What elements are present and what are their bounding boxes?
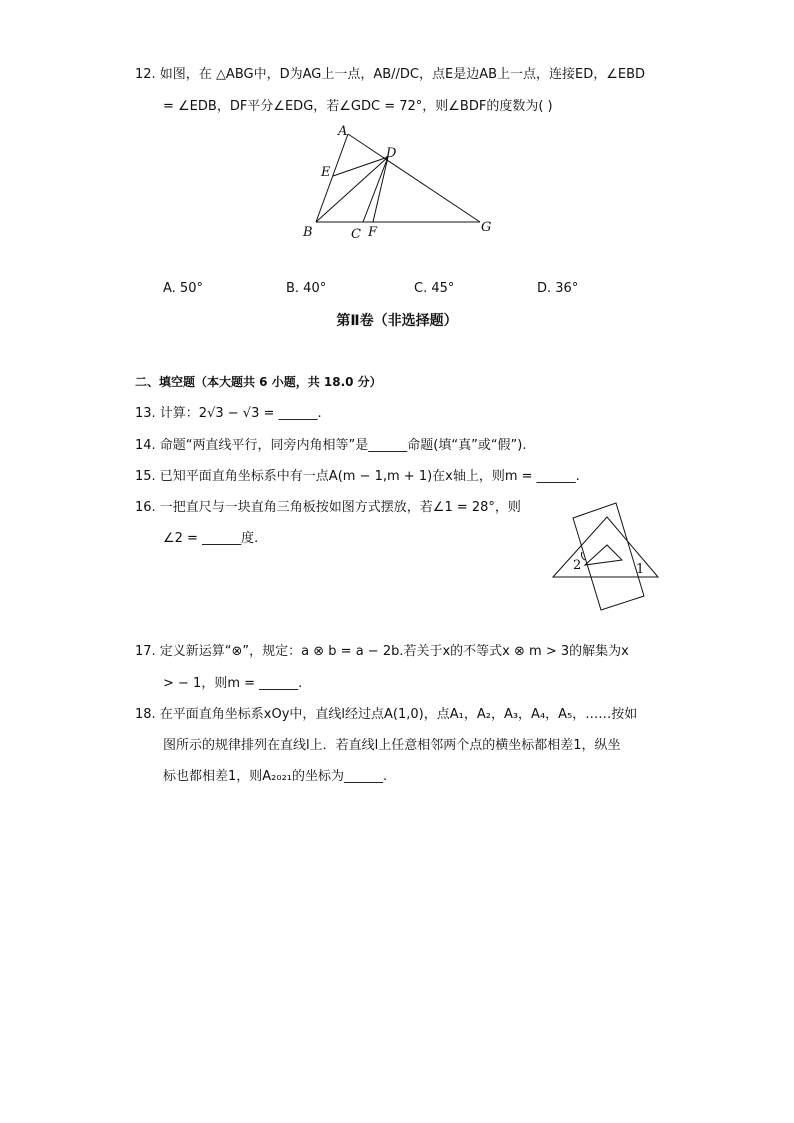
section-two-header: 二、填空题（本大题共 6 小题，共 18.0 分）	[135, 375, 382, 389]
angle-1-label: 1	[636, 562, 645, 577]
label-E: E	[321, 165, 331, 180]
q18-line1: 18. 在平面直角坐标系xOy中，直线l经过点A(1,0)，点A₁，A₂，A₃，A₄，A₅，……按如	[135, 707, 638, 722]
q12-option-c: C. 45°	[414, 281, 455, 296]
label-F: F	[368, 225, 378, 240]
q16-line2: ∠2 = ______度.	[163, 531, 259, 546]
label-B: B	[303, 225, 313, 240]
label-G: G	[481, 220, 492, 235]
q18-line2: 图所示的规律排列在直线l上．若直线l上任意相邻两个点的横坐标都相差1，纵坐	[163, 738, 621, 753]
label-C: C	[351, 227, 361, 242]
q13: 13. 计算：2√3 − √3 = ______.	[135, 406, 322, 421]
q12-line1: 12. 如图，在 △ABG中，D为AG上一点，AB//DC，点E是边AB上一点，连接ED，∠EBD	[135, 67, 646, 82]
q14: 14. 命题“两直线平行，同旁内角相等”是______命题(填“真”或“假”).	[135, 438, 527, 453]
q12-option-d: D. 36°	[537, 281, 579, 296]
q15: 15. 已知平面直角坐标系中有一点A(m − 1,m + 1)在x轴上，则m = ______.	[135, 469, 580, 484]
q17-line2: > − 1，则m = ______.	[163, 676, 303, 691]
q12-option-b: B. 40°	[286, 281, 327, 296]
q17-line1: 17. 定义新运算“⊗”，规定：a ⊗ b = a − 2b.若关于x的不等式x ⊗ m > 3的解集为x	[135, 644, 629, 659]
q12-line2: = ∠EDB，DF平分∠EDG，若∠GDC = 72°，则∠BDF的度数为( )	[163, 99, 553, 114]
angle-2-label: 2	[573, 558, 582, 573]
label-A: A	[338, 124, 348, 139]
q12-option-a: A. 50°	[163, 281, 203, 296]
label-D: D	[386, 146, 397, 161]
section-title: 第Ⅱ卷（非选择题）	[336, 313, 458, 329]
q18-line3: 标也都相差1，则A₂₀₂₁的坐标为______.	[163, 769, 388, 784]
q16-line1: 16. 一把直尺与一块直角三角板按如图方式摆放，若∠1 = 28°，则	[135, 500, 521, 515]
